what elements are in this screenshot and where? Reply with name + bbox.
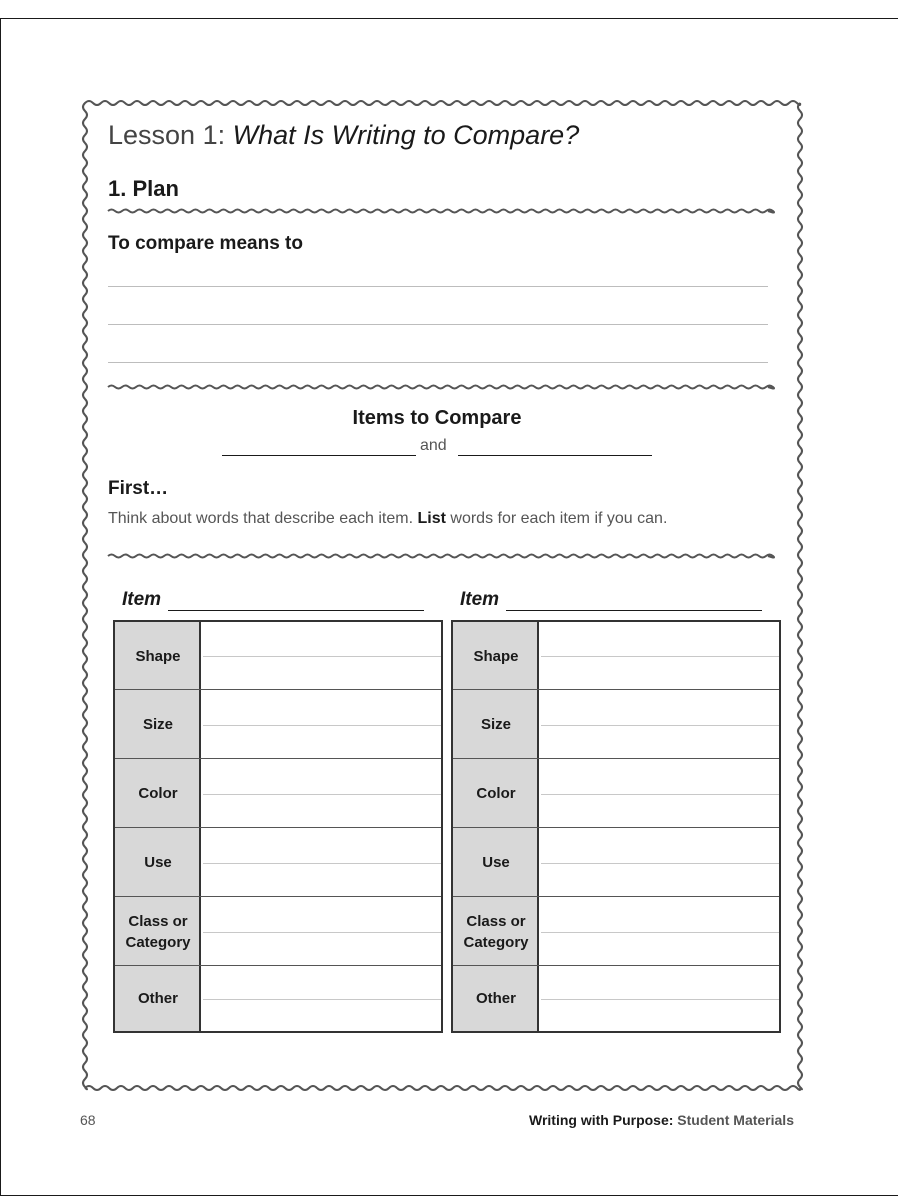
row-separator <box>453 827 779 828</box>
writing-line[interactable] <box>541 999 779 1000</box>
first-heading: First… <box>108 478 169 499</box>
row-label-other: Other <box>137 990 178 1007</box>
items-to-compare-heading: Items to Compare <box>352 407 522 429</box>
descriptor-table-left <box>113 620 443 1033</box>
row-separator <box>453 896 779 897</box>
row-label-class: Class or Category <box>125 912 191 951</box>
row-label-color: Color <box>476 785 516 802</box>
writing-line[interactable] <box>541 656 779 657</box>
writing-line[interactable] <box>203 794 441 795</box>
writing-line[interactable] <box>541 725 779 726</box>
page-number: 68 <box>80 1112 96 1128</box>
item-label-left: Item <box>122 589 162 610</box>
writing-line[interactable] <box>541 932 779 933</box>
item-name-blank-left[interactable] <box>168 610 424 611</box>
list-emphasis: List <box>417 510 446 527</box>
row-label-size: Size <box>142 716 173 733</box>
row-separator <box>115 758 441 759</box>
row-label-use: Use <box>482 854 510 871</box>
row-separator <box>453 689 779 690</box>
row-label-class: Class or Category <box>463 912 529 951</box>
answer-line-2[interactable] <box>108 324 768 325</box>
writing-line[interactable] <box>203 863 441 864</box>
compare-prompt: To compare means to <box>108 233 303 254</box>
second-item-blank[interactable] <box>458 455 652 456</box>
row-separator <box>115 965 441 966</box>
writing-line[interactable] <box>203 932 441 933</box>
writing-line[interactable] <box>203 725 441 726</box>
item-name-blank-right[interactable] <box>506 610 762 611</box>
row-label-shape: Shape <box>135 647 181 665</box>
writing-line[interactable] <box>541 863 779 864</box>
lesson-title <box>108 120 579 151</box>
row-label-size: Size <box>480 716 511 733</box>
item-label-right: Item <box>460 589 500 610</box>
row-label-use: Use <box>144 854 172 871</box>
answer-line-3[interactable] <box>108 362 768 363</box>
row-label-other: Other <box>475 990 516 1007</box>
writing-line[interactable] <box>203 656 441 657</box>
items-connector: and <box>420 437 447 454</box>
row-separator <box>453 758 779 759</box>
row-separator <box>115 896 441 897</box>
writing-line[interactable] <box>541 794 779 795</box>
row-separator <box>115 689 441 690</box>
descriptor-table-right <box>451 620 781 1033</box>
row-label-shape: Shape <box>473 647 519 665</box>
section-heading: 1. Plan <box>108 176 179 201</box>
row-separator <box>115 827 441 828</box>
row-label-color: Color <box>138 785 178 802</box>
writing-line[interactable] <box>203 999 441 1000</box>
answer-line-1[interactable] <box>108 286 768 287</box>
first-item-blank[interactable] <box>222 455 416 456</box>
instruction-text: Think about words that describe each item. List words for each item if you can. <box>108 510 668 527</box>
footer-title: Writing with Purpose: Student Materials <box>529 1112 794 1128</box>
lesson-name: What Is Writing to Compare? <box>232 120 580 150</box>
row-separator <box>453 965 779 966</box>
lesson-prefix: Lesson 1: <box>108 120 226 150</box>
